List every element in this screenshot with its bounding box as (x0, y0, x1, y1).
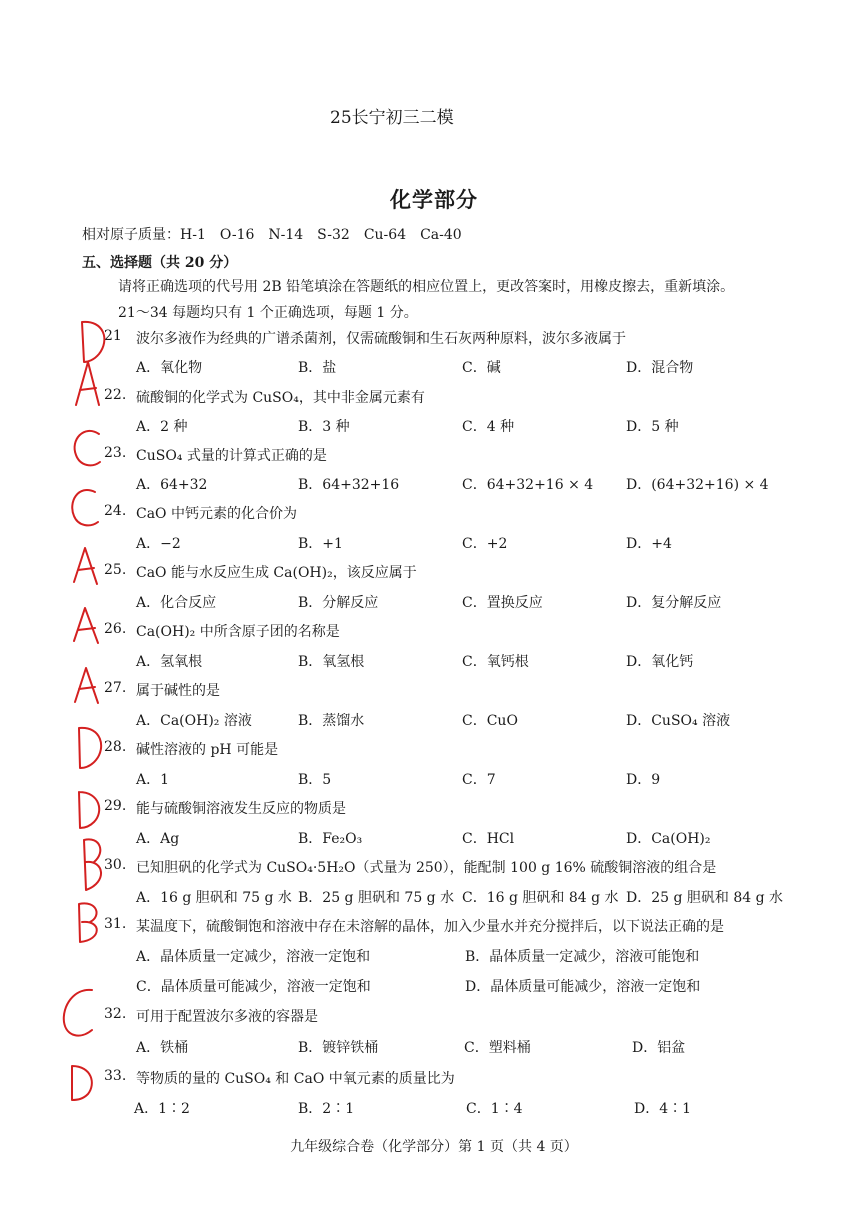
question-number: 28. (104, 739, 127, 755)
question-text: CaO 能与水反应生成 Ca(OH)₂，该反应属于 (136, 565, 417, 581)
question-text: 已知胆矾的化学式为 CuSO₄·5H₂O（式量为 250），能配制 100 g 16% 硫酸铜溶液的组合是 (136, 860, 717, 876)
option-d: D．+4 (626, 536, 672, 552)
atomic-masses: 相对原子质量：H-1 O-16 N-14 S-32 Cu-64 Ca-40 (82, 227, 462, 243)
option-d: D．Ca(OH)₂ (626, 831, 711, 847)
option-c: C．置换反应 (462, 595, 543, 611)
option-d: D．(64+32+16) × 4 (626, 477, 769, 493)
option-c: C．64+32+16 × 4 (462, 477, 594, 493)
handwritten-answer-d (79, 728, 101, 768)
question-number: 22. (104, 387, 127, 403)
option-b: B．25 g 胆矾和 75 g 水 (298, 890, 455, 906)
option-d: D．复分解反应 (626, 595, 722, 611)
option-c: C．晶体质量可能减少，溶液一定饱和 (136, 979, 371, 995)
option-a: A．64+32 (136, 477, 208, 493)
question-text: 等物质的量的 CuSO₄ 和 CaO 中氧元素的质量比为 (136, 1071, 455, 1087)
question-text: 可用于配置波尔多液的容器是 (136, 1009, 318, 1025)
handwritten-answer-a (74, 608, 98, 643)
question-text: 碱性溶液的 pH 可能是 (136, 742, 279, 758)
option-b: B．氧氢根 (298, 654, 365, 670)
option-c: C．4 种 (462, 419, 515, 435)
handwritten-answer-c (72, 490, 98, 525)
question-text: 能与硫酸铜溶液发生反应的物质是 (136, 801, 346, 817)
option-d: D．9 (626, 772, 661, 788)
option-a: A．Ag (136, 831, 180, 847)
option-d: D．CuSO₄ 溶液 (626, 713, 731, 729)
option-d: D．氧化钙 (626, 654, 694, 670)
question-number: 30. (104, 857, 127, 873)
option-a: A．1 (136, 772, 170, 788)
handwritten-answer-a (74, 548, 97, 584)
option-a: A．晶体质量一定减少，溶液一定饱和 (136, 949, 371, 965)
option-b: B．蒸馏水 (298, 713, 365, 729)
question-text: 某温度下，硫酸铜饱和溶液中存在未溶解的晶体，加入少量水并充分搅拌后，以下说法正确的是 (136, 919, 724, 935)
option-a: A．−2 (136, 536, 181, 552)
option-c: C．塑料桶 (464, 1040, 531, 1056)
option-a: A．1∶2 (134, 1101, 190, 1117)
option-d: D．铝盆 (632, 1040, 686, 1056)
option-b: B．5 (298, 772, 332, 788)
handwritten-answer-c (64, 990, 92, 1036)
instruction-line-1: 请将正确选项的代号用 2B 铅笔填涂在答题纸的相应位置上，更改答案时，用橡皮擦去，重新填涂。 (118, 279, 735, 295)
question-number: 29. (104, 798, 127, 814)
option-b: B．+1 (298, 536, 343, 552)
option-b: B．3 种 (298, 419, 350, 435)
option-b: B．2∶1 (298, 1101, 355, 1117)
question-text: 属于碱性的是 (136, 683, 220, 699)
handwritten-answer-d (82, 322, 104, 362)
question-number: 31. (104, 916, 127, 932)
option-a: A．2 种 (136, 419, 188, 435)
handwritten-answer-a (75, 668, 98, 703)
handwritten-answer-a (76, 362, 99, 405)
page-title: 化学部分 (390, 187, 478, 212)
exam-tag: 25长宁初三二模 (330, 108, 454, 128)
question-number: 23. (104, 445, 127, 461)
handwritten-answer-b (79, 903, 97, 942)
question-number: 26. (104, 621, 127, 637)
handwritten-answer-d (79, 792, 99, 828)
question-text: 硫酸铜的化学式为 CuSO₄，其中非金属元素有 (136, 390, 425, 406)
question-number: 27. (104, 680, 127, 696)
option-a: A．Ca(OH)₂ 溶液 (136, 713, 252, 729)
instruction-line-2: 21～34 每题均只有 1 个正确选项，每题 1 分。 (118, 305, 418, 321)
option-a: A．化合反应 (136, 595, 217, 611)
option-c: C．16 g 胆矾和 84 g 水 (462, 890, 619, 906)
option-b: B．Fe₂O₃ (298, 831, 363, 847)
option-c: C．+2 (462, 536, 508, 552)
page-footer: 九年级综合卷（化学部分）第 1 页（共 4 页） (290, 1139, 578, 1155)
option-b: B．镀锌铁桶 (298, 1040, 379, 1056)
question-number: 32. (104, 1006, 127, 1022)
question-number: 33. (104, 1068, 127, 1084)
question-text: CaO 中钙元素的化合价为 (136, 506, 297, 522)
option-a: A．铁桶 (136, 1040, 189, 1056)
option-d: D．5 种 (626, 419, 679, 435)
option-a: A．氧化物 (136, 360, 203, 376)
option-b: B．晶体质量一定减少，溶液可能饱和 (465, 949, 700, 965)
question-text: 波尔多液作为经典的广谱杀菌剂，仅需硫酸铜和生石灰两种原料，波尔多液属于 (136, 331, 626, 347)
option-b: B．64+32+16 (298, 477, 400, 493)
option-b: B．分解反应 (298, 595, 379, 611)
option-c: C．氧钙根 (462, 654, 529, 670)
section-heading: 五、选择题（共 20 分） (82, 255, 238, 271)
handwritten-answer-b (84, 839, 101, 890)
option-c: C．CuO (462, 713, 518, 729)
option-a: A．氢氧根 (136, 654, 203, 670)
option-d: D．4∶1 (634, 1101, 692, 1117)
option-a: A．16 g 胆矾和 75 g 水 (136, 890, 292, 906)
option-d: D．混合物 (626, 360, 694, 376)
option-b: B．盐 (298, 360, 337, 376)
question-text: CuSO₄ 式量的计算式正确的是 (136, 448, 327, 464)
question-number: 24. (104, 503, 127, 519)
handwritten-answer-c (75, 431, 100, 465)
option-c: C．碱 (462, 360, 501, 376)
option-c: C．1∶4 (466, 1101, 523, 1117)
question-text: Ca(OH)₂ 中所含原子团的名称是 (136, 624, 340, 640)
option-d: D．晶体质量可能减少，溶液一定饱和 (465, 979, 701, 995)
option-c: C．HCl (462, 831, 515, 847)
question-number: 25. (104, 562, 127, 578)
question-number: 21 (104, 328, 122, 344)
handwritten-answer-d (72, 1066, 92, 1100)
option-d: D．25 g 胆矾和 84 g 水 (626, 890, 784, 906)
option-c: C．7 (462, 772, 496, 788)
